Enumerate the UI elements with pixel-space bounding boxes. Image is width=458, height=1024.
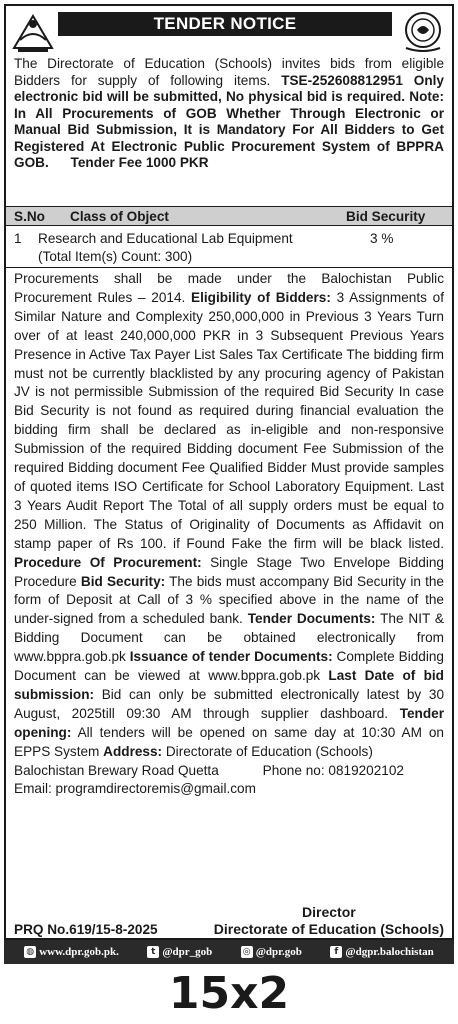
body-text: Single Stage Two Envelope Bidding Procedure — [14, 554, 444, 589]
email-line: Email: programdirectoremis@gmail.com — [14, 781, 256, 797]
row-class — [38, 230, 338, 266]
body-text: All tenders will be opened on same day at 10:30 AM on EPPS System — [14, 724, 444, 759]
twitter-icon: t — [147, 946, 159, 958]
twitter-handle[interactable]: @dpr_gob — [162, 946, 213, 958]
header-security: Bid Security — [346, 209, 426, 224]
terms-body — [14, 270, 444, 799]
body-text: Bid can only be submitted electronically latest by 30 August, 2025till 09:30 AM through supplier dashboard. — [14, 686, 444, 721]
ad-size-label: 15x2 — [168, 968, 290, 1019]
directorate-name: Directorate of Education (Schools) — [213, 921, 444, 937]
address-phone-line — [14, 762, 444, 781]
table-row — [6, 228, 452, 268]
body-text: Procurements shall be made under the Balochistan Public Procurement Rules – 2014. — [14, 271, 444, 305]
heading-bid-security: Bid Security: — [80, 573, 166, 589]
social-web[interactable] — [24, 946, 119, 958]
body-text: Complete Bidding Document can be viewed at www.bppra.gob.pk — [14, 649, 444, 684]
tender-notice — [4, 4, 454, 940]
row-sno: 1 — [14, 231, 22, 246]
heading-last-date: Last Date of bid submission: — [14, 668, 444, 702]
phone-number: Phone no: 0819202102 — [262, 762, 404, 778]
government-seal-icon — [400, 10, 446, 54]
heading-tender-opening: Tender opening: — [14, 705, 444, 740]
heading-address: Address: — [103, 743, 163, 759]
instagram-handle[interactable]: @dpr.gob — [255, 946, 302, 958]
signature-block — [6, 904, 452, 940]
tender-fee: Tender Fee 1000 PKR — [70, 155, 209, 170]
row-class-name: Research and Educational Lab Equipment — [38, 231, 293, 246]
social-bar — [4, 940, 454, 964]
prq-number: PRQ No.619/15-8-2025 — [14, 922, 158, 937]
items-table-header — [6, 206, 452, 226]
page-title: TENDER NOTICE — [58, 12, 392, 36]
heading-tender-documents: Tender Documents: — [247, 611, 376, 627]
intro-paragraph — [14, 56, 444, 172]
address-line: Balochistan Brewary Road Quetta — [14, 762, 219, 778]
heading-issuance: Issuance of tender Documents: — [129, 649, 333, 665]
director-signature — [214, 904, 444, 938]
notice-header — [6, 6, 452, 58]
header-class: Class of Object — [70, 209, 169, 224]
globe-icon: ◍ — [24, 946, 36, 958]
instagram-icon: ◎ — [241, 946, 253, 958]
body-text: The bids must accompany Bid Security in the form of Deposit at Call of 3 % specified above in the name of the under-signed from a scheduled bank. — [14, 573, 444, 627]
body-text: The NIT & Bidding Document can be obtained electronically from www.bppra.gob.pk — [14, 611, 444, 665]
heading-procedure: Procedure Of Procurement: — [14, 554, 202, 570]
body-text: Directorate of Education (Schools) — [162, 743, 373, 759]
header-sno: S.No — [14, 209, 45, 224]
web-link[interactable]: www.dpr.gob.pk. — [39, 946, 119, 958]
social-twitter[interactable] — [147, 946, 212, 958]
balochistan-emblem-icon — [10, 10, 56, 54]
heading-eligibility: Eligibility of Bidders: — [191, 289, 331, 305]
facebook-icon: f — [330, 946, 342, 958]
social-instagram[interactable] — [241, 946, 302, 958]
facebook-handle[interactable]: @dgpr.balochistan — [345, 946, 434, 958]
row-item-count: (Total Item(s) Count: 300) — [38, 249, 193, 264]
row-security: 3 % — [370, 231, 394, 246]
body-text: 3 Assignments of Similar Nature and Complexity 250,000,000 in Previous 3 Years Turn over of at least 240,000,000 PKR in 3 Subsequent Previous Years Presence in Active Tax Payer List Sales Tax Certificate The bidding firm must not be currently blacklisted by any procuring agency of Pakistan JV is not permissible Submission of the required Bid Security In case Bid Security is not found as required during financial evaluation the bidding firm shall be declared as in-eligible and non-responsive Submission of the required Bidding document Fee Submission of the required Bidding document Fee Qualified Bidder Must provide samples of quoted items ISO Certificate for School Laboratory Equipment. Last 3 Years Audit Report The Total of all supply orders must be equal to 250 Million. The Status of Originality of Documents as Affidavit on stamp paper of Rs 100. if Found Fake the firm will be black listed. — [14, 289, 444, 551]
intro-text: The Directorate of Education (Schools) invites bids from eligible Bidders for supply of following items. — [14, 56, 444, 88]
intro-notice: TSE-252608812951 Only electronic bid will be submitted, No physical bid is required. Note: In All Procurements of GOB Whether Through Electronic or Manual Bid Submission, It is Mandatory For All Bidders to Get Registered At Electronic Public Procurement System of BPPRA GOB. — [14, 72, 444, 170]
social-facebook[interactable] — [330, 946, 433, 958]
director-title: Director — [302, 904, 356, 920]
